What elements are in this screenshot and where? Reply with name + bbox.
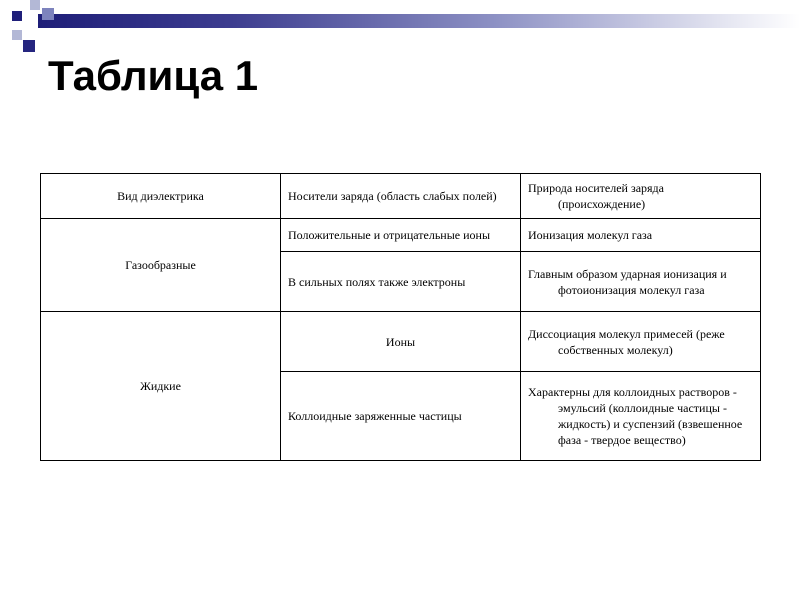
table-header-row [41, 174, 761, 219]
header-cell-text: Носители заряда (область слабых полей) [288, 189, 497, 203]
cell-carriers [281, 252, 521, 312]
slide-decoration [0, 0, 800, 50]
cell-carriers [281, 312, 521, 372]
header-cell-text: Вид диэлектрика [117, 189, 204, 203]
table-row [41, 312, 761, 372]
header-cell-carriers [281, 174, 521, 219]
header-cell-text: Природа носителей заряда (происхождение) [528, 181, 664, 211]
cell-origin [521, 372, 761, 461]
cell-text: Ионизация молекул газа [528, 228, 653, 242]
table-row [41, 219, 761, 252]
header-gradient-bar [38, 14, 800, 28]
cell-origin [521, 252, 761, 312]
header-cell-type [41, 174, 281, 219]
cell-carriers [281, 372, 521, 461]
dielectric-table [40, 173, 761, 461]
cell-text: В сильных полях также электроны [288, 274, 466, 289]
cell-origin [521, 312, 761, 372]
page-title: Таблица 1 [48, 52, 259, 99]
cell-text: Главным образом ударная ионизация и фотоионизация молекул газа [528, 266, 727, 297]
decor-square [30, 0, 40, 10]
cell-text: Коллоидные заряженные частицы [288, 409, 462, 423]
cell-text: Диссоциация молекул примесей (реже собственных молекул) [528, 326, 725, 357]
header-cell-origin [521, 174, 761, 219]
cell-text: Положительные и отрицательные ионы [288, 228, 491, 242]
cell-origin [521, 219, 761, 252]
cell-carriers [281, 219, 521, 252]
cell-text: Жидкие [140, 379, 181, 393]
decor-square [12, 11, 22, 21]
cell-dielectric-type [41, 312, 281, 461]
decor-square [42, 8, 54, 20]
cell-text: Характерны для коллоидных растворов - эмульсий (коллоидные частицы - жидкость) и суспензий (взвешенное фаза - твердое вещество) [528, 385, 743, 447]
cell-text: Ионы [385, 334, 416, 349]
cell-dielectric-type [41, 219, 281, 312]
decor-square [23, 40, 35, 52]
cell-text: Газообразные [125, 258, 196, 272]
decor-square [12, 30, 22, 40]
